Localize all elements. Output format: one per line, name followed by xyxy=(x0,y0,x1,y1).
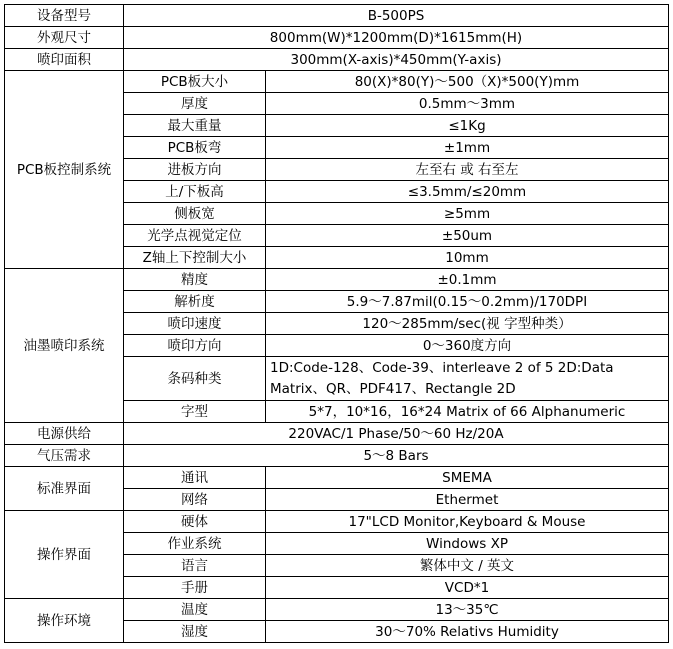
row-label: 进板方向 xyxy=(124,159,266,181)
row-label: 通讯 xyxy=(124,467,266,489)
row-label: 喷印速度 xyxy=(124,313,266,335)
row-label: 条码种类 xyxy=(124,357,266,401)
row-value: 80(X)*80(Y)～500（X)*500(Y)mm xyxy=(266,71,669,93)
row-value: B-500PS xyxy=(124,5,669,27)
row-label: 厚度 xyxy=(124,93,266,115)
row-value: 30～70% Relativs Humidity xyxy=(266,621,669,643)
row-value: 0.5mm～3mm xyxy=(266,93,669,115)
row-label: 温度 xyxy=(124,599,266,621)
row-value: ±50um xyxy=(266,225,669,247)
row-value: 繁体中文 / 英文 xyxy=(266,555,669,577)
row-label: 手册 xyxy=(124,577,266,599)
row-label: 设备型号 xyxy=(5,5,124,27)
row-value: 800mm(W)*1200mm(D)*1615mm(H) xyxy=(124,27,669,49)
row-value: ±1mm xyxy=(266,137,669,159)
row-value: SMEMA xyxy=(266,467,669,489)
row-value: 120～285mm/sec(视 字型种类） xyxy=(266,313,669,335)
row-label: 湿度 xyxy=(124,621,266,643)
row-value: 5.9～7.87mil(0.15～0.2mm)/170DPI xyxy=(266,291,669,313)
table-row xyxy=(5,445,669,467)
row-label: PCB板弯 xyxy=(124,137,266,159)
row-label: 硬体 xyxy=(124,511,266,533)
group-label: 标准界面 xyxy=(5,467,124,511)
row-label: 语言 xyxy=(124,555,266,577)
group-label: 操作环境 xyxy=(5,599,124,643)
row-value: ≤3.5mm/≤20mm xyxy=(266,181,669,203)
row-label: 侧板宽 xyxy=(124,203,266,225)
row-value: 10mm xyxy=(266,247,669,269)
row-value: 5～8 Bars xyxy=(124,445,669,467)
row-value: 左至右 或 右至左 xyxy=(266,159,669,181)
row-label: PCB板大小 xyxy=(124,71,266,93)
row-label: 气压需求 xyxy=(5,445,124,467)
row-value: 13～35℃ xyxy=(266,599,669,621)
row-label: 精度 xyxy=(124,269,266,291)
row-label: 电源供给 xyxy=(5,423,124,445)
row-label: 解析度 xyxy=(124,291,266,313)
row-label: 上/下板高 xyxy=(124,181,266,203)
table-row xyxy=(5,27,669,49)
row-label: 网络 xyxy=(124,489,266,511)
row-label: 喷印方向 xyxy=(124,335,266,357)
group-label: 油墨喷印系统 xyxy=(5,269,124,423)
spec-table xyxy=(4,4,669,643)
row-label: 字型 xyxy=(124,401,266,423)
row-label: 喷印面积 xyxy=(5,49,124,71)
row-value: 220VAC/1 Phase/50～60 Hz/20A xyxy=(124,423,669,445)
table-row xyxy=(5,5,669,27)
table-row xyxy=(5,49,669,71)
table-row xyxy=(5,467,669,489)
row-value: 17"LCD Monitor,Keyboard & Mouse xyxy=(266,511,669,533)
table-row xyxy=(5,269,669,291)
row-value: ±0.1mm xyxy=(266,269,669,291)
row-label: 光学点视觉定位 xyxy=(124,225,266,247)
row-value: 300mm(X-axis)*450mm(Y-axis) xyxy=(124,49,669,71)
table-row xyxy=(5,511,669,533)
group-label: 操作界面 xyxy=(5,511,124,599)
row-value: Windows XP xyxy=(266,533,669,555)
row-value: 0～360度方向 xyxy=(266,335,669,357)
table-row xyxy=(5,423,669,445)
row-label: 外观尺寸 xyxy=(5,27,124,49)
row-value: ≥5mm xyxy=(266,203,669,225)
row-value: 1D:Code-128、Code-39、interleave 2 of 5 2D:Data Matrix、QR、PDF417、Rectangle 2D xyxy=(266,357,669,401)
row-label: 最大重量 xyxy=(124,115,266,137)
group-label: PCB板控制系统 xyxy=(5,71,124,269)
table-row xyxy=(5,599,669,621)
row-label: 作业系统 xyxy=(124,533,266,555)
row-value: 5*7，10*16，16*24 Matrix of 66 Alphanumeric xyxy=(266,401,669,423)
row-label: Z轴上下控制大小 xyxy=(124,247,266,269)
row-value: VCD*1 xyxy=(266,577,669,599)
table-row xyxy=(5,71,669,93)
row-value: ≤1Kg xyxy=(266,115,669,137)
row-value: Ethermet xyxy=(266,489,669,511)
